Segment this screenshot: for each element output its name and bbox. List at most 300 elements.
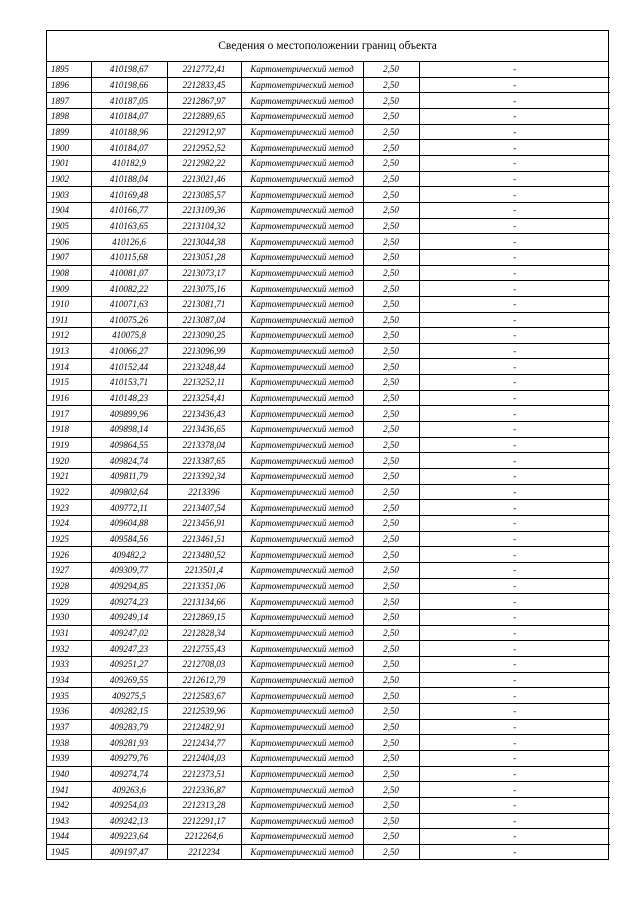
table-row [47,187,610,203]
point-number-cell: 1919 [47,437,91,453]
x-coordinate-cell: 409281,93 [91,735,167,751]
y-coordinate-cell: 2213081,71 [167,296,241,312]
point-number-cell: 1904 [47,202,91,218]
y-coordinate-cell: 2213087,04 [167,312,241,328]
table-row [47,703,610,719]
description-cell: - [419,500,610,516]
description-cell: - [419,516,610,532]
y-coordinate-cell: 2212482,91 [167,719,241,735]
description-cell: - [419,62,610,77]
accuracy-cell: 2,50 [363,453,419,469]
y-coordinate-cell: 2212833,45 [167,77,241,93]
point-number-cell: 1934 [47,672,91,688]
point-number-cell: 1945 [47,844,91,859]
table-row [47,343,610,359]
x-coordinate-cell: 409269,55 [91,672,167,688]
table-row [47,375,610,391]
table-row [47,750,610,766]
y-coordinate-cell: 2212434,77 [167,735,241,751]
y-coordinate-cell: 2212708,03 [167,656,241,672]
x-coordinate-cell: 410187,05 [91,93,167,109]
method-cell: Картометрический метод [241,719,363,735]
y-coordinate-cell: 2212912,97 [167,124,241,140]
description-cell: - [419,422,610,438]
method-cell: Картометрический метод [241,281,363,297]
accuracy-cell: 2,50 [363,703,419,719]
x-coordinate-cell: 410184,07 [91,140,167,156]
accuracy-cell: 2,50 [363,829,419,845]
y-coordinate-cell: 2212772,41 [167,62,241,77]
description-cell: - [419,688,610,704]
table-row [47,797,610,813]
point-number-cell: 1929 [47,594,91,610]
accuracy-cell: 2,50 [363,312,419,328]
point-number-cell: 1906 [47,234,91,250]
y-coordinate-cell: 2212755,43 [167,641,241,657]
x-coordinate-cell: 410082,22 [91,281,167,297]
description-cell: - [419,609,610,625]
x-coordinate-cell: 410148,23 [91,390,167,406]
method-cell: Картометрический метод [241,249,363,265]
point-number-cell: 1944 [47,829,91,845]
description-cell: - [419,234,610,250]
accuracy-cell: 2,50 [363,93,419,109]
y-coordinate-cell: 2213436,43 [167,406,241,422]
point-number-cell: 1896 [47,77,91,93]
point-number-cell: 1943 [47,813,91,829]
x-coordinate-cell: 410198,67 [91,62,167,77]
description-cell: - [419,719,610,735]
x-coordinate-cell: 410153,71 [91,375,167,391]
method-cell: Картометрический метод [241,328,363,344]
table-row [47,719,610,735]
description-cell: - [419,782,610,798]
x-coordinate-cell: 409309,77 [91,563,167,579]
y-coordinate-cell: 2213096,99 [167,343,241,359]
point-number-cell: 1916 [47,390,91,406]
description-cell: - [419,328,610,344]
point-number-cell: 1926 [47,547,91,563]
accuracy-cell: 2,50 [363,202,419,218]
y-coordinate-cell: 2212828,34 [167,625,241,641]
y-coordinate-cell: 2212952,52 [167,140,241,156]
accuracy-cell: 2,50 [363,531,419,547]
description-cell: - [419,249,610,265]
point-number-cell: 1922 [47,484,91,500]
point-number-cell: 1913 [47,343,91,359]
table-row [47,578,610,594]
accuracy-cell: 2,50 [363,296,419,312]
description-cell: - [419,218,610,234]
table-row [47,672,610,688]
x-coordinate-cell: 409251,27 [91,656,167,672]
description-cell: - [419,656,610,672]
description-cell: - [419,296,610,312]
method-cell: Картометрический метод [241,484,363,500]
y-coordinate-cell: 2213051,28 [167,249,241,265]
x-coordinate-cell: 409282,15 [91,703,167,719]
x-coordinate-cell: 409864,55 [91,437,167,453]
table-row [47,688,610,704]
accuracy-cell: 2,50 [363,797,419,813]
x-coordinate-cell: 410066,27 [91,343,167,359]
method-cell: Картометрический метод [241,124,363,140]
method-cell: Картометрический метод [241,750,363,766]
point-number-cell: 1911 [47,312,91,328]
point-number-cell: 1920 [47,453,91,469]
accuracy-cell: 2,50 [363,77,419,93]
method-cell: Картометрический метод [241,844,363,859]
y-coordinate-cell: 2212889,65 [167,108,241,124]
point-number-cell: 1936 [47,703,91,719]
x-coordinate-cell: 409249,14 [91,609,167,625]
description-cell: - [419,202,610,218]
x-coordinate-cell: 409482,2 [91,547,167,563]
accuracy-cell: 2,50 [363,735,419,751]
accuracy-cell: 2,50 [363,484,419,500]
table-row [47,563,610,579]
x-coordinate-cell: 410075,26 [91,312,167,328]
table-row [47,469,610,485]
description-cell: - [419,531,610,547]
method-cell: Картометрический метод [241,829,363,845]
description-cell: - [419,563,610,579]
table-row [47,281,610,297]
method-cell: Картометрический метод [241,469,363,485]
method-cell: Картометрический метод [241,155,363,171]
description-cell: - [419,578,610,594]
point-number-cell: 1898 [47,108,91,124]
point-number-cell: 1912 [47,328,91,344]
accuracy-cell: 2,50 [363,234,419,250]
accuracy-cell: 2,50 [363,343,419,359]
y-coordinate-cell: 2213252,11 [167,375,241,391]
method-cell: Картометрический метод [241,516,363,532]
accuracy-cell: 2,50 [363,359,419,375]
method-cell: Картометрический метод [241,375,363,391]
y-coordinate-cell: 2212867,97 [167,93,241,109]
y-coordinate-cell: 2213085,57 [167,187,241,203]
method-cell: Картометрический метод [241,437,363,453]
accuracy-cell: 2,50 [363,469,419,485]
x-coordinate-cell: 409263,6 [91,782,167,798]
point-number-cell: 1915 [47,375,91,391]
method-cell: Картометрический метод [241,500,363,516]
accuracy-cell: 2,50 [363,140,419,156]
accuracy-cell: 2,50 [363,500,419,516]
y-coordinate-cell: 2213021,46 [167,171,241,187]
method-cell: Картометрический метод [241,187,363,203]
document-sheet [46,30,609,860]
y-coordinate-cell: 2212234 [167,844,241,859]
x-coordinate-cell: 410198,66 [91,77,167,93]
method-cell: Картометрический метод [241,390,363,406]
point-number-cell: 1940 [47,766,91,782]
x-coordinate-cell: 409275,5 [91,688,167,704]
point-number-cell: 1927 [47,563,91,579]
y-coordinate-cell: 2213248,44 [167,359,241,375]
description-cell: - [419,813,610,829]
y-coordinate-cell: 2213392,34 [167,469,241,485]
point-number-cell: 1917 [47,406,91,422]
y-coordinate-cell: 2212313,28 [167,797,241,813]
table-row [47,265,610,281]
coordinates-table [47,62,610,859]
description-cell: - [419,281,610,297]
y-coordinate-cell: 2212404,03 [167,750,241,766]
accuracy-cell: 2,50 [363,281,419,297]
x-coordinate-cell: 409247,23 [91,641,167,657]
point-number-cell: 1914 [47,359,91,375]
description-cell: - [419,437,610,453]
method-cell: Картометрический метод [241,265,363,281]
accuracy-cell: 2,50 [363,422,419,438]
point-number-cell: 1902 [47,171,91,187]
accuracy-cell: 2,50 [363,124,419,140]
x-coordinate-cell: 409899,96 [91,406,167,422]
table-row [47,328,610,344]
table-row [47,171,610,187]
method-cell: Картометрический метод [241,108,363,124]
table-row [47,124,610,140]
point-number-cell: 1897 [47,93,91,109]
method-cell: Картометрический метод [241,234,363,250]
table-row [47,218,610,234]
method-cell: Картометрический метод [241,578,363,594]
y-coordinate-cell: 2212982,22 [167,155,241,171]
description-cell: - [419,343,610,359]
description-cell: - [419,766,610,782]
coordinates-table-body [47,62,610,859]
x-coordinate-cell: 410169,48 [91,187,167,203]
accuracy-cell: 2,50 [363,108,419,124]
y-coordinate-cell: 2213461,51 [167,531,241,547]
point-number-cell: 1930 [47,609,91,625]
method-cell: Картометрический метод [241,343,363,359]
description-cell: - [419,797,610,813]
table-row [47,531,610,547]
table-row [47,406,610,422]
method-cell: Картометрический метод [241,453,363,469]
table-row [47,782,610,798]
method-cell: Картометрический метод [241,594,363,610]
y-coordinate-cell: 2213044,38 [167,234,241,250]
table-row [47,108,610,124]
y-coordinate-cell: 2213387,65 [167,453,241,469]
accuracy-cell: 2,50 [363,375,419,391]
x-coordinate-cell: 409294,85 [91,578,167,594]
accuracy-cell: 2,50 [363,249,419,265]
x-coordinate-cell: 409223,64 [91,829,167,845]
y-coordinate-cell: 2213104,32 [167,218,241,234]
method-cell: Картометрический метод [241,563,363,579]
y-coordinate-cell: 2213254,41 [167,390,241,406]
y-coordinate-cell: 2213073,17 [167,265,241,281]
y-coordinate-cell: 2212612,79 [167,672,241,688]
table-row [47,594,610,610]
table-row [47,234,610,250]
y-coordinate-cell: 2212869,15 [167,609,241,625]
y-coordinate-cell: 2213378,04 [167,437,241,453]
description-cell: - [419,750,610,766]
accuracy-cell: 2,50 [363,656,419,672]
description-cell: - [419,265,610,281]
accuracy-cell: 2,50 [363,328,419,344]
method-cell: Картометрический метод [241,312,363,328]
y-coordinate-cell: 2213134,66 [167,594,241,610]
table-row [47,62,610,77]
x-coordinate-cell: 410075,8 [91,328,167,344]
point-number-cell: 1933 [47,656,91,672]
accuracy-cell: 2,50 [363,187,419,203]
table-row [47,140,610,156]
method-cell: Картометрический метод [241,688,363,704]
description-cell: - [419,140,610,156]
description-cell: - [419,359,610,375]
table-row [47,844,610,859]
method-cell: Картометрический метод [241,77,363,93]
accuracy-cell: 2,50 [363,563,419,579]
accuracy-cell: 2,50 [363,218,419,234]
description-cell: - [419,703,610,719]
description-cell: - [419,312,610,328]
table-row [47,93,610,109]
point-number-cell: 1900 [47,140,91,156]
accuracy-cell: 2,50 [363,406,419,422]
table-row [47,202,610,218]
point-number-cell: 1924 [47,516,91,532]
table-row [47,249,610,265]
method-cell: Картометрический метод [241,531,363,547]
point-number-cell: 1910 [47,296,91,312]
method-cell: Картометрический метод [241,782,363,798]
accuracy-cell: 2,50 [363,609,419,625]
description-cell: - [419,735,610,751]
x-coordinate-cell: 410188,04 [91,171,167,187]
y-coordinate-cell: 2212291,17 [167,813,241,829]
table-row [47,516,610,532]
x-coordinate-cell: 409197,47 [91,844,167,859]
y-coordinate-cell: 2213109,36 [167,202,241,218]
method-cell: Картометрический метод [241,672,363,688]
point-number-cell: 1935 [47,688,91,704]
y-coordinate-cell: 2212539,96 [167,703,241,719]
x-coordinate-cell: 409242,13 [91,813,167,829]
x-coordinate-cell: 410163,65 [91,218,167,234]
table-row [47,813,610,829]
y-coordinate-cell: 2212373,51 [167,766,241,782]
y-coordinate-cell: 2212336,87 [167,782,241,798]
description-cell: - [419,124,610,140]
table-row [47,829,610,845]
x-coordinate-cell: 410071,63 [91,296,167,312]
y-coordinate-cell: 2213396 [167,484,241,500]
accuracy-cell: 2,50 [363,625,419,641]
point-number-cell: 1942 [47,797,91,813]
table-row [47,766,610,782]
method-cell: Картометрический метод [241,140,363,156]
x-coordinate-cell: 409811,79 [91,469,167,485]
x-coordinate-cell: 409274,23 [91,594,167,610]
accuracy-cell: 2,50 [363,688,419,704]
y-coordinate-cell: 2212583,67 [167,688,241,704]
point-number-cell: 1931 [47,625,91,641]
y-coordinate-cell: 2213436,65 [167,422,241,438]
x-coordinate-cell: 409802,64 [91,484,167,500]
accuracy-cell: 2,50 [363,844,419,859]
y-coordinate-cell: 2213480,52 [167,547,241,563]
point-number-cell: 1918 [47,422,91,438]
method-cell: Картометрический метод [241,703,363,719]
accuracy-cell: 2,50 [363,594,419,610]
table-row [47,609,610,625]
point-number-cell: 1909 [47,281,91,297]
table-row [47,453,610,469]
accuracy-cell: 2,50 [363,578,419,594]
accuracy-cell: 2,50 [363,171,419,187]
method-cell: Картометрический метод [241,406,363,422]
y-coordinate-cell: 2213075,16 [167,281,241,297]
y-coordinate-cell: 2213407,54 [167,500,241,516]
point-number-cell: 1903 [47,187,91,203]
point-number-cell: 1899 [47,124,91,140]
x-coordinate-cell: 410081,07 [91,265,167,281]
method-cell: Картометрический метод [241,171,363,187]
accuracy-cell: 2,50 [363,750,419,766]
accuracy-cell: 2,50 [363,390,419,406]
description-cell: - [419,187,610,203]
table-row [47,484,610,500]
accuracy-cell: 2,50 [363,547,419,563]
description-cell: - [419,171,610,187]
description-cell: - [419,108,610,124]
method-cell: Картометрический метод [241,813,363,829]
description-cell: - [419,469,610,485]
method-cell: Картометрический метод [241,547,363,563]
method-cell: Картометрический метод [241,218,363,234]
x-coordinate-cell: 409274,74 [91,766,167,782]
method-cell: Картометрический метод [241,766,363,782]
table-row [47,437,610,453]
accuracy-cell: 2,50 [363,516,419,532]
point-number-cell: 1928 [47,578,91,594]
accuracy-cell: 2,50 [363,437,419,453]
point-number-cell: 1932 [47,641,91,657]
method-cell: Картометрический метод [241,609,363,625]
description-cell: - [419,375,610,391]
table-row [47,155,610,171]
x-coordinate-cell: 409898,14 [91,422,167,438]
table-row [47,390,610,406]
table-row [47,359,610,375]
table-row [47,547,610,563]
x-coordinate-cell: 410166,77 [91,202,167,218]
description-cell: - [419,77,610,93]
point-number-cell: 1939 [47,750,91,766]
accuracy-cell: 2,50 [363,782,419,798]
description-cell: - [419,672,610,688]
method-cell: Картометрический метод [241,797,363,813]
accuracy-cell: 2,50 [363,155,419,171]
x-coordinate-cell: 409279,76 [91,750,167,766]
description-cell: - [419,641,610,657]
x-coordinate-cell: 410126,6 [91,234,167,250]
description-cell: - [419,93,610,109]
point-number-cell: 1941 [47,782,91,798]
method-cell: Картометрический метод [241,202,363,218]
table-row [47,422,610,438]
description-cell: - [419,155,610,171]
